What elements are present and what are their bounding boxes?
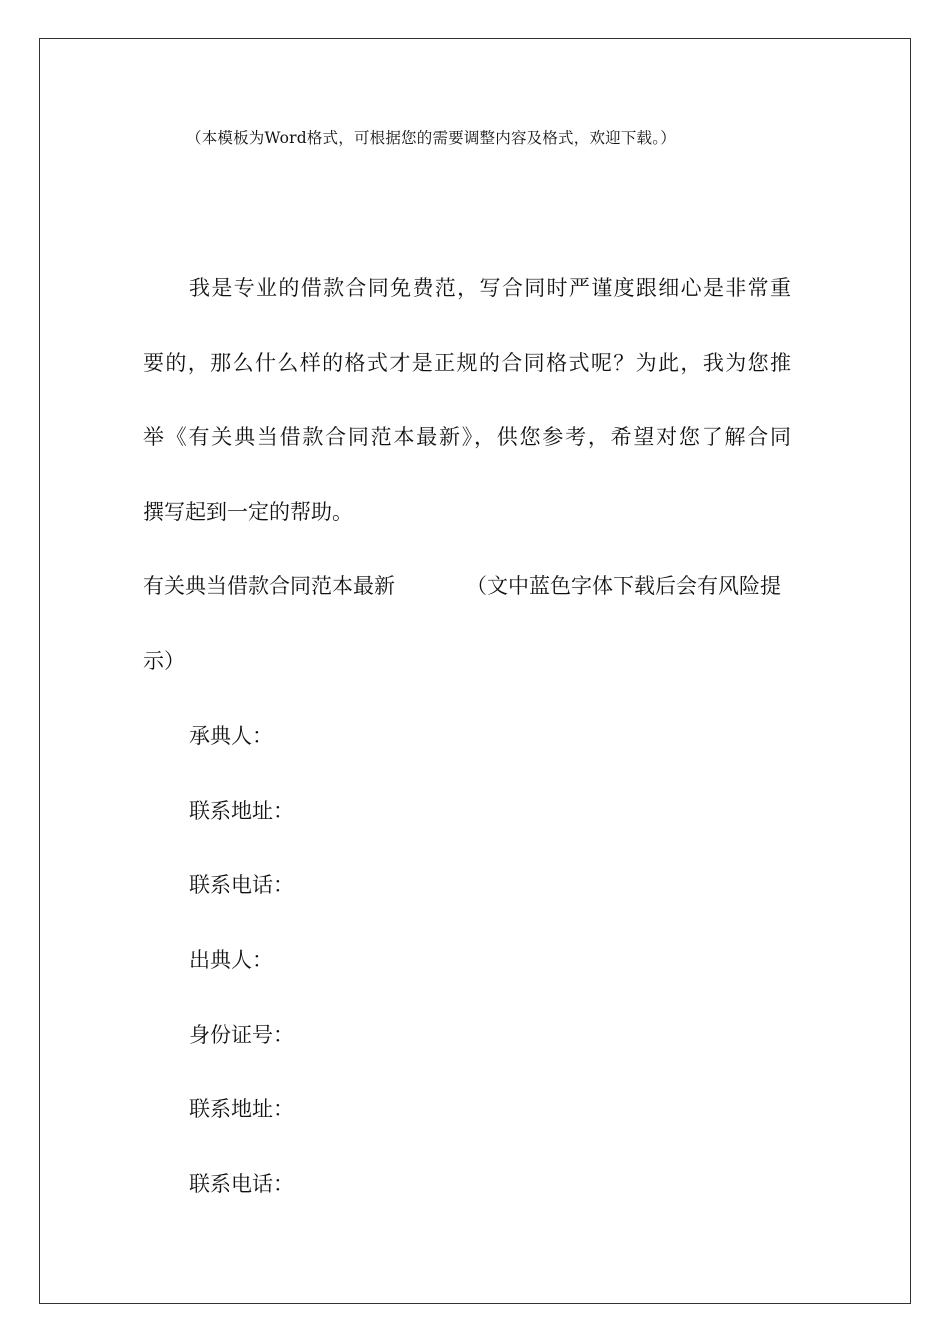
- field-pawnee: 承典人：: [189, 724, 273, 748]
- contract-title: 有关典当借款合同范本最新: [143, 574, 395, 598]
- intro-line-3: 举《有关典当借款合同范本最新》，供您参考，希望对您了解合同: [143, 425, 791, 449]
- intro-line-1: 我是专业的借款合同免费范，写合同时严谨度跟细心是非常重: [189, 276, 791, 300]
- field-pawnee-address: 联系地址：: [189, 799, 294, 823]
- field-pawnor-phone: 联系电话：: [189, 1172, 294, 1196]
- intro-line-4: 撰写起到一定的帮助。: [143, 500, 353, 524]
- contract-title-note-end: 示）: [143, 649, 185, 673]
- intro-line-2: 要的，那么什么样的格式才是正规的合同格式呢？为此，我为您推: [143, 351, 791, 375]
- contract-title-note: （文中蓝色字体下载后会有风险提: [466, 574, 781, 598]
- field-pawnor: 出典人：: [189, 948, 273, 972]
- field-pawnor-id: 身份证号：: [189, 1023, 294, 1047]
- field-pawnor-address: 联系地址：: [189, 1097, 294, 1121]
- field-pawnee-phone: 联系电话：: [189, 873, 294, 897]
- template-note: （本模板为Word格式，可根据您的需要调整内容及格式，欢迎下载。）: [186, 129, 676, 147]
